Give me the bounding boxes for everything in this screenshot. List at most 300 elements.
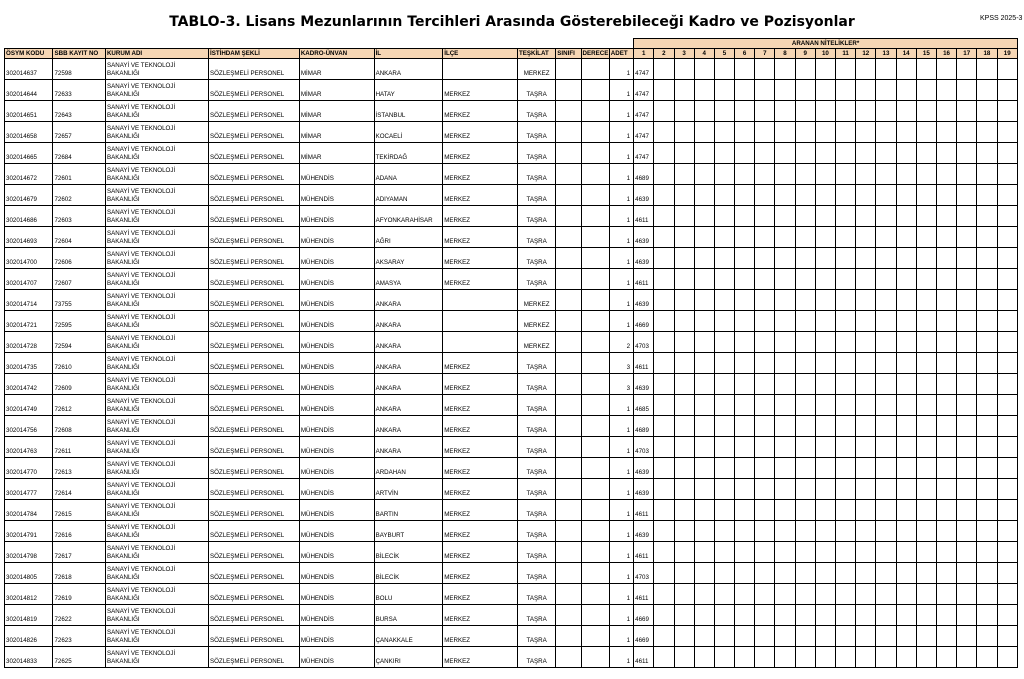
istihdam-cell: SÖZLEŞMELİ PERSONEL [208, 542, 299, 563]
nitelik-10-cell [815, 80, 835, 101]
nitelik-7-cell [755, 542, 775, 563]
nitelik-1-cell: 4689 [634, 416, 654, 437]
nitelik-7-cell [755, 80, 775, 101]
nitelik-8-cell [775, 80, 795, 101]
nitelik-14-cell [896, 311, 916, 332]
nitelik-4-cell [694, 164, 714, 185]
nitelik-18-cell [977, 248, 997, 269]
nitelik-15-cell [916, 416, 936, 437]
nitelik-5-cell [714, 353, 734, 374]
col-sbb: SBB KAYIT NO [53, 49, 106, 59]
nitelik-17-cell [957, 80, 977, 101]
nitelik-16-cell [936, 206, 956, 227]
osym-cell: 302014833 [5, 647, 53, 668]
sinifi-cell [556, 311, 581, 332]
istihdam-cell: SÖZLEŞMELİ PERSONEL [208, 59, 299, 80]
nitelik-8-cell [775, 185, 795, 206]
nitelik-17-cell [957, 479, 977, 500]
nitelik-5-cell [714, 647, 734, 668]
col-n15: 15 [916, 49, 936, 59]
kurum-cell: SANAYİ VE TEKNOLOJİ BAKANLIĞI [105, 101, 208, 122]
nitelik-11-cell [836, 374, 856, 395]
sbb-cell: 72595 [53, 311, 106, 332]
nitelik-3-cell [674, 122, 694, 143]
nitelik-12-cell [856, 80, 876, 101]
nitelik-9-cell [795, 458, 815, 479]
sinifi-cell [556, 248, 581, 269]
nitelik-14-cell [896, 605, 916, 626]
adet-cell: 1 [609, 59, 633, 80]
nitelik-1-cell: 4611 [634, 269, 654, 290]
nitelik-5-cell [714, 164, 734, 185]
il-cell: TEKİRDAĞ [374, 143, 443, 164]
nitelik-9-cell [795, 584, 815, 605]
nitelik-3-cell [674, 542, 694, 563]
nitelik-14-cell [896, 542, 916, 563]
nitelik-8-cell [775, 59, 795, 80]
osym-cell: 302014714 [5, 290, 53, 311]
adet-cell: 1 [609, 416, 633, 437]
nitelik-18-cell [977, 164, 997, 185]
ilce-cell [443, 290, 518, 311]
nitelik-8-cell [775, 500, 795, 521]
col-n4: 4 [694, 49, 714, 59]
nitelik-9-cell [795, 500, 815, 521]
nitelik-6-cell [735, 311, 755, 332]
nitelik-3-cell [674, 101, 694, 122]
nitelik-3-cell [674, 626, 694, 647]
nitelik-2-cell [654, 122, 674, 143]
derece-cell [581, 122, 609, 143]
kurum-cell: SANAYİ VE TEKNOLOJİ BAKANLIĞI [105, 311, 208, 332]
nitelik-13-cell [876, 269, 896, 290]
adet-cell: 1 [609, 122, 633, 143]
nitelik-14-cell [896, 80, 916, 101]
col-n14: 14 [896, 49, 916, 59]
nitelik-13-cell [876, 521, 896, 542]
nitelik-15-cell [916, 311, 936, 332]
col-n2: 2 [654, 49, 674, 59]
nitelik-17-cell [957, 374, 977, 395]
istihdam-cell: SÖZLEŞMELİ PERSONEL [208, 416, 299, 437]
sbb-cell: 72594 [53, 332, 106, 353]
nitelik-1-cell: 4747 [634, 59, 654, 80]
nitelik-8-cell [775, 458, 795, 479]
nitelik-19-cell [997, 248, 1018, 269]
nitelik-17-cell [957, 185, 977, 206]
nitelik-8-cell [775, 332, 795, 353]
sbb-cell: 72619 [53, 584, 106, 605]
sinifi-cell [556, 227, 581, 248]
col-sinifi: SINIFI [556, 49, 581, 59]
derece-cell [581, 311, 609, 332]
adet-cell: 1 [609, 164, 633, 185]
nitelik-6-cell [735, 479, 755, 500]
nitelik-8-cell [775, 206, 795, 227]
teskilat-cell: TAŞRA [517, 185, 555, 206]
nitelik-13-cell [876, 101, 896, 122]
nitelik-16-cell [936, 458, 956, 479]
istihdam-cell: SÖZLEŞMELİ PERSONEL [208, 605, 299, 626]
il-cell: İSTANBUL [374, 101, 443, 122]
table-row [5, 647, 1018, 668]
table-row [5, 500, 1018, 521]
nitelik-19-cell [997, 626, 1018, 647]
nitelik-3-cell [674, 605, 694, 626]
nitelik-19-cell [997, 311, 1018, 332]
il-cell: ANKARA [374, 374, 443, 395]
nitelik-1-cell: 4611 [634, 353, 654, 374]
nitelik-1-cell: 4611 [634, 542, 654, 563]
nitelik-8-cell [775, 374, 795, 395]
nitelik-15-cell [916, 80, 936, 101]
ilce-cell: MERKEZ [443, 500, 518, 521]
ilce-cell [443, 311, 518, 332]
ilce-cell: MERKEZ [443, 605, 518, 626]
nitelik-5-cell [714, 437, 734, 458]
il-cell: ANKARA [374, 290, 443, 311]
nitelik-8-cell [775, 479, 795, 500]
kurum-cell: SANAYİ VE TEKNOLOJİ BAKANLIĞI [105, 395, 208, 416]
nitelik-17-cell [957, 521, 977, 542]
ilce-cell: MERKEZ [443, 353, 518, 374]
nitelik-17-cell [957, 584, 977, 605]
il-cell: ANKARA [374, 332, 443, 353]
nitelik-3-cell [674, 290, 694, 311]
nitelik-15-cell [916, 227, 936, 248]
nitelik-3-cell [674, 248, 694, 269]
kurum-cell: SANAYİ VE TEKNOLOJİ BAKANLIĞI [105, 584, 208, 605]
nitelik-10-cell [815, 374, 835, 395]
osym-cell: 302014644 [5, 80, 53, 101]
nitelik-15-cell [916, 395, 936, 416]
kadro-cell: MÜHENDİS [299, 479, 374, 500]
kurum-cell: SANAYİ VE TEKNOLOJİ BAKANLIĞI [105, 80, 208, 101]
teskilat-cell: TAŞRA [517, 458, 555, 479]
nitelik-6-cell [735, 206, 755, 227]
derece-cell [581, 353, 609, 374]
nitelik-18-cell [977, 59, 997, 80]
table-row [5, 395, 1018, 416]
nitelik-4-cell [694, 542, 714, 563]
nitelik-15-cell [916, 542, 936, 563]
nitelik-7-cell [755, 479, 775, 500]
ilce-cell: MERKEZ [443, 248, 518, 269]
kadro-cell: MÜHENDİS [299, 500, 374, 521]
nitelik-12-cell [856, 437, 876, 458]
kadro-cell: MÜHENDİS [299, 332, 374, 353]
nitelik-13-cell [876, 416, 896, 437]
nitelik-14-cell [896, 437, 916, 458]
nitelik-16-cell [936, 353, 956, 374]
teskilat-cell: TAŞRA [517, 353, 555, 374]
table-row [5, 290, 1018, 311]
nitelik-13-cell [876, 479, 896, 500]
nitelik-7-cell [755, 521, 775, 542]
nitelik-3-cell [674, 647, 694, 668]
nitelik-12-cell [856, 353, 876, 374]
ilce-cell: MERKEZ [443, 122, 518, 143]
table-row [5, 101, 1018, 122]
kurum-cell: SANAYİ VE TEKNOLOJİ BAKANLIĞI [105, 353, 208, 374]
nitelik-12-cell [856, 626, 876, 647]
nitelik-18-cell [977, 269, 997, 290]
col-n1: 1 [634, 49, 654, 59]
il-cell: ANKARA [374, 59, 443, 80]
nitelik-13-cell [876, 227, 896, 248]
nitelik-11-cell [836, 542, 856, 563]
nitelik-11-cell [836, 521, 856, 542]
adet-cell: 1 [609, 500, 633, 521]
adet-cell: 1 [609, 206, 633, 227]
il-cell: AMASYA [374, 269, 443, 290]
nitelik-15-cell [916, 500, 936, 521]
nitelik-1-cell: 4703 [634, 437, 654, 458]
derece-cell [581, 59, 609, 80]
nitelik-16-cell [936, 563, 956, 584]
nitelik-1-cell: 4639 [634, 185, 654, 206]
adet-cell: 1 [609, 479, 633, 500]
derece-cell [581, 479, 609, 500]
nitelik-13-cell [876, 143, 896, 164]
nitelik-4-cell [694, 143, 714, 164]
nitelik-11-cell [836, 605, 856, 626]
nitelik-3-cell [674, 143, 694, 164]
il-cell: BİLECİK [374, 542, 443, 563]
table-row [5, 143, 1018, 164]
il-cell: ÇANAKKALE [374, 626, 443, 647]
sbb-cell: 73755 [53, 290, 106, 311]
nitelik-3-cell [674, 374, 694, 395]
nitelik-7-cell [755, 101, 775, 122]
nitelik-4-cell [694, 122, 714, 143]
osym-cell: 302014777 [5, 479, 53, 500]
nitelik-10-cell [815, 185, 835, 206]
osym-cell: 302014756 [5, 416, 53, 437]
derece-cell [581, 626, 609, 647]
nitelik-3-cell [674, 164, 694, 185]
nitelik-12-cell [856, 479, 876, 500]
derece-cell [581, 437, 609, 458]
adet-cell: 1 [609, 269, 633, 290]
kurum-cell: SANAYİ VE TEKNOLOJİ BAKANLIĞI [105, 521, 208, 542]
teskilat-cell: TAŞRA [517, 626, 555, 647]
teskilat-cell: TAŞRA [517, 605, 555, 626]
nitelik-4-cell [694, 227, 714, 248]
nitelik-15-cell [916, 269, 936, 290]
nitelik-19-cell [997, 227, 1018, 248]
nitelik-11-cell [836, 395, 856, 416]
nitelik-15-cell [916, 206, 936, 227]
nitelik-15-cell [916, 101, 936, 122]
nitelik-17-cell [957, 206, 977, 227]
kurum-cell: SANAYİ VE TEKNOLOJİ BAKANLIĞI [105, 626, 208, 647]
kadro-cell: MÜHENDİS [299, 206, 374, 227]
table-row [5, 458, 1018, 479]
istihdam-cell: SÖZLEŞMELİ PERSONEL [208, 584, 299, 605]
nitelik-8-cell [775, 290, 795, 311]
nitelik-19-cell [997, 122, 1018, 143]
nitelik-11-cell [836, 437, 856, 458]
nitelik-5-cell [714, 185, 734, 206]
nitelik-18-cell [977, 185, 997, 206]
nitelik-5-cell [714, 143, 734, 164]
adet-cell: 1 [609, 605, 633, 626]
nitelik-19-cell [997, 458, 1018, 479]
nitelik-2-cell [654, 626, 674, 647]
sinifi-cell [556, 584, 581, 605]
nitelik-14-cell [896, 479, 916, 500]
nitelik-3-cell [674, 185, 694, 206]
nitelik-15-cell [916, 374, 936, 395]
nitelik-19-cell [997, 143, 1018, 164]
nitelik-3-cell [674, 437, 694, 458]
nitelik-11-cell [836, 332, 856, 353]
teskilat-cell: TAŞRA [517, 437, 555, 458]
nitelik-18-cell [977, 206, 997, 227]
kurum-cell: SANAYİ VE TEKNOLOJİ BAKANLIĞI [105, 248, 208, 269]
derece-cell [581, 80, 609, 101]
nitelik-11-cell [836, 59, 856, 80]
nitelik-9-cell [795, 164, 815, 185]
ilce-cell: MERKEZ [443, 647, 518, 668]
nitelik-11-cell [836, 80, 856, 101]
nitelik-15-cell [916, 626, 936, 647]
nitelik-16-cell [936, 80, 956, 101]
nitelik-10-cell [815, 521, 835, 542]
nitelik-14-cell [896, 290, 916, 311]
nitelik-8-cell [775, 416, 795, 437]
nitelik-11-cell [836, 626, 856, 647]
il-cell: AKSARAY [374, 248, 443, 269]
nitelik-3-cell [674, 269, 694, 290]
ilce-cell: MERKEZ [443, 416, 518, 437]
nitelik-12-cell [856, 395, 876, 416]
nitelik-14-cell [896, 143, 916, 164]
nitelik-9-cell [795, 185, 815, 206]
sinifi-cell [556, 206, 581, 227]
nitelik-12-cell [856, 227, 876, 248]
nitelik-13-cell [876, 353, 896, 374]
nitelik-14-cell [896, 584, 916, 605]
osym-cell: 302014770 [5, 458, 53, 479]
nitelik-9-cell [795, 311, 815, 332]
nitelik-6-cell [735, 227, 755, 248]
nitelik-7-cell [755, 353, 775, 374]
nitelik-17-cell [957, 500, 977, 521]
nitelik-16-cell [936, 59, 956, 80]
nitelik-6-cell [735, 374, 755, 395]
nitelik-13-cell [876, 290, 896, 311]
osym-cell: 302014826 [5, 626, 53, 647]
nitelik-3-cell [674, 584, 694, 605]
nitelik-17-cell [957, 248, 977, 269]
table-row [5, 185, 1018, 206]
kadro-cell: MÜHENDİS [299, 416, 374, 437]
nitelik-7-cell [755, 332, 775, 353]
nitelik-7-cell [755, 185, 775, 206]
adet-cell: 1 [609, 227, 633, 248]
nitelik-2-cell [654, 227, 674, 248]
nitelik-9-cell [795, 248, 815, 269]
nitelik-2-cell [654, 332, 674, 353]
nitelik-13-cell [876, 626, 896, 647]
nitelik-8-cell [775, 605, 795, 626]
teskilat-cell: MERKEZ [517, 290, 555, 311]
nitelik-19-cell [997, 647, 1018, 668]
kadro-cell: MÜHENDİS [299, 542, 374, 563]
nitelik-19-cell [997, 80, 1018, 101]
nitelik-1-cell: 4685 [634, 395, 654, 416]
nitelik-6-cell [735, 458, 755, 479]
nitelik-2-cell [654, 395, 674, 416]
sbb-cell: 72633 [53, 80, 106, 101]
istihdam-cell: SÖZLEŞMELİ PERSONEL [208, 374, 299, 395]
teskilat-cell: TAŞRA [517, 80, 555, 101]
osym-cell: 302014686 [5, 206, 53, 227]
sinifi-cell [556, 605, 581, 626]
nitelik-15-cell [916, 248, 936, 269]
kadro-cell: MİMAR [299, 59, 374, 80]
nitelik-5-cell [714, 80, 734, 101]
nitelik-5-cell [714, 521, 734, 542]
nitelik-18-cell [977, 626, 997, 647]
nitelik-12-cell [856, 584, 876, 605]
nitelik-14-cell [896, 332, 916, 353]
adet-cell: 3 [609, 353, 633, 374]
nitelik-9-cell [795, 353, 815, 374]
kadro-cell: MÜHENDİS [299, 458, 374, 479]
nitelik-6-cell [735, 542, 755, 563]
istihdam-cell: SÖZLEŞMELİ PERSONEL [208, 563, 299, 584]
nitelik-17-cell [957, 647, 977, 668]
nitelik-16-cell [936, 626, 956, 647]
nitelik-9-cell [795, 626, 815, 647]
nitelik-9-cell [795, 374, 815, 395]
kadro-cell: MÜHENDİS [299, 248, 374, 269]
nitelik-10-cell [815, 626, 835, 647]
col-n8: 8 [775, 49, 795, 59]
nitelik-2-cell [654, 563, 674, 584]
sinifi-cell [556, 269, 581, 290]
nitelik-16-cell [936, 290, 956, 311]
nitelik-19-cell [997, 332, 1018, 353]
nitelik-13-cell [876, 164, 896, 185]
nitelik-10-cell [815, 269, 835, 290]
nitelik-13-cell [876, 80, 896, 101]
nitelik-2-cell [654, 374, 674, 395]
nitelik-17-cell [957, 164, 977, 185]
nitelik-16-cell [936, 500, 956, 521]
nitelik-19-cell [997, 374, 1018, 395]
sinifi-cell [556, 542, 581, 563]
table-row [5, 206, 1018, 227]
nitelik-18-cell [977, 227, 997, 248]
nitelik-6-cell [735, 59, 755, 80]
derece-cell [581, 563, 609, 584]
nitelik-6-cell [735, 269, 755, 290]
table-row [5, 80, 1018, 101]
kadro-cell: MÜHENDİS [299, 584, 374, 605]
kadro-cell: MİMAR [299, 122, 374, 143]
sbb-cell: 72643 [53, 101, 106, 122]
nitelik-8-cell [775, 248, 795, 269]
nitelik-19-cell [997, 164, 1018, 185]
teskilat-cell: MERKEZ [517, 59, 555, 80]
nitelik-9-cell [795, 605, 815, 626]
nitelik-1-cell: 4639 [634, 248, 654, 269]
derece-cell [581, 647, 609, 668]
